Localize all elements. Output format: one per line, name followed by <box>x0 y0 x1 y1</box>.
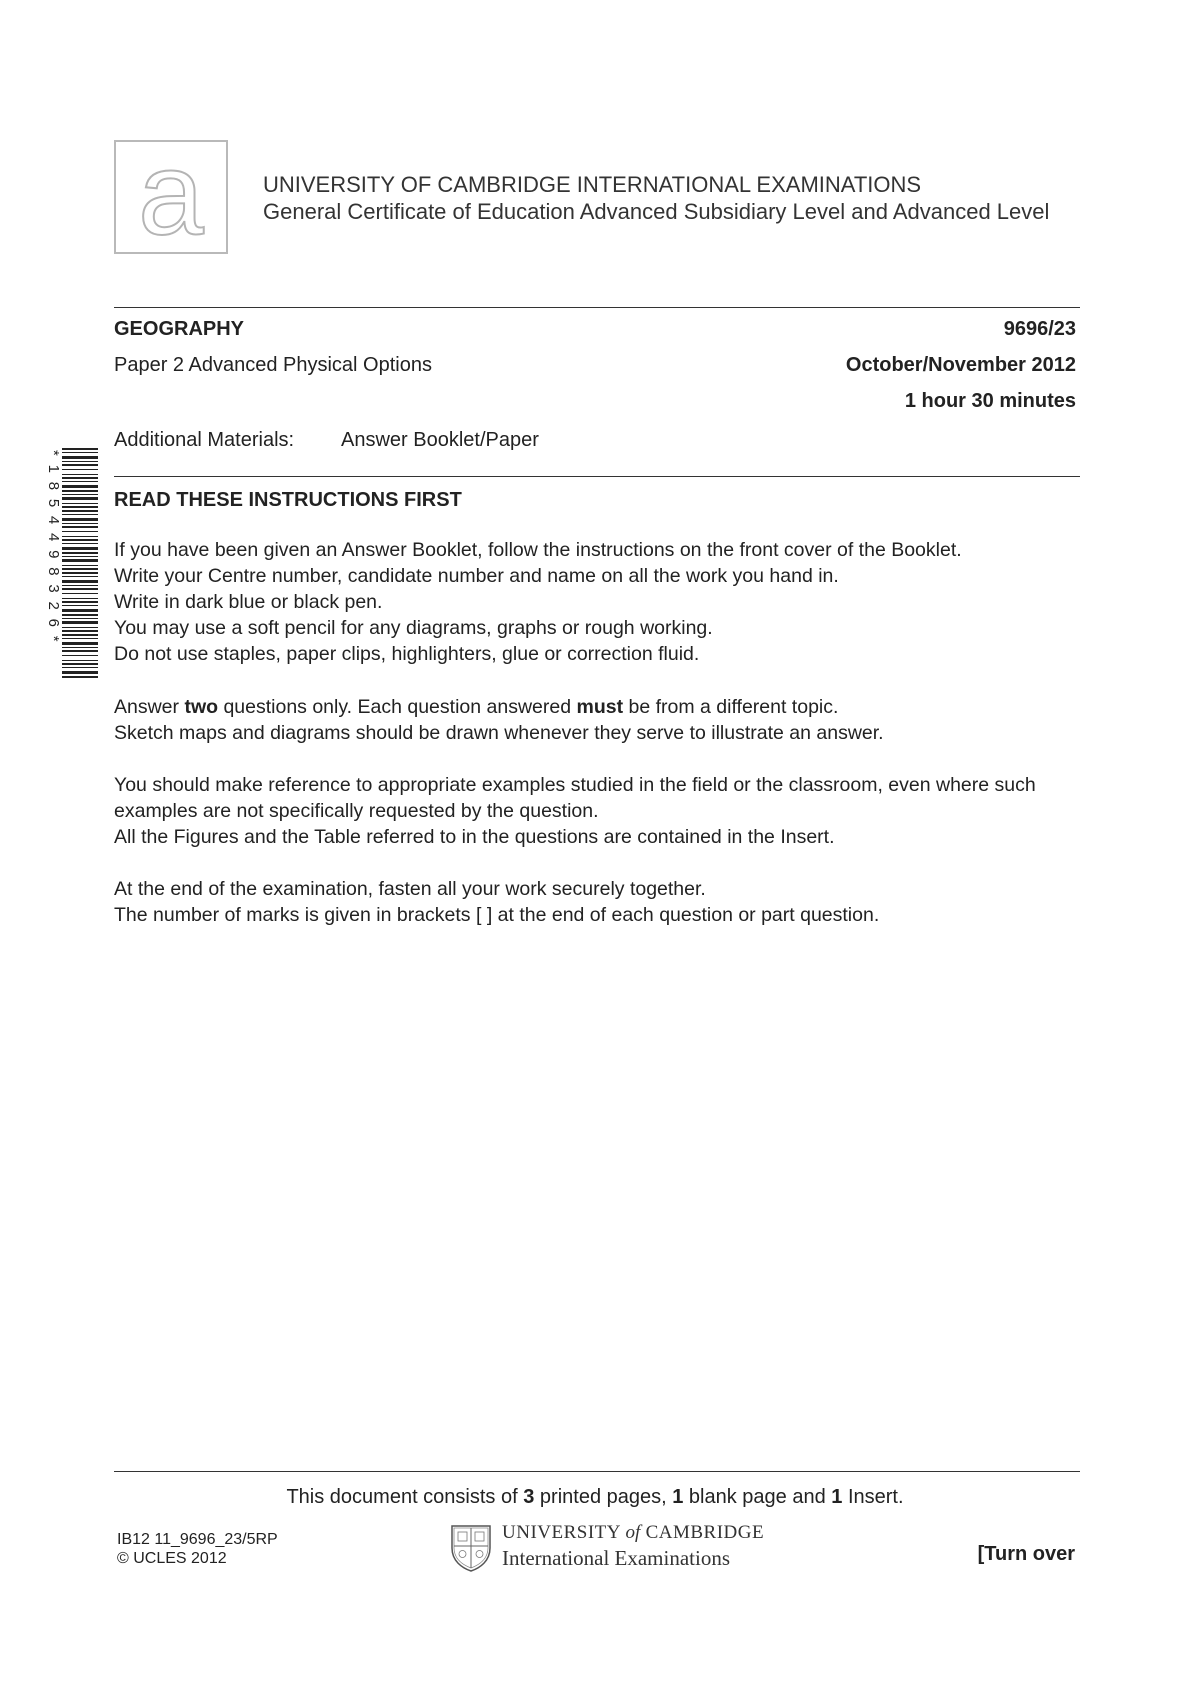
instruction-line: The number of marks is given in brackets [ ] at the end of each question or part question. <box>114 904 880 926</box>
barcode-bar <box>62 634 98 636</box>
barcode-bar <box>62 614 98 616</box>
barcode-bar <box>62 605 98 606</box>
barcode-bar <box>62 547 98 550</box>
instructions-block-1 <box>114 537 1084 667</box>
printed-pages-count: 3 <box>523 1486 535 1508</box>
barcode-bar <box>62 485 98 488</box>
barcode-bar <box>62 552 98 554</box>
barcode-bar <box>62 518 98 521</box>
barcode-bar <box>62 667 98 668</box>
text-run: UNIVERSITY <box>502 1522 621 1543</box>
exam-session: October/November 2012 <box>845 354 1076 376</box>
instruction-line: Write in dark blue or black pen. <box>114 591 383 613</box>
instruction-line: At the end of the examination, fasten all your work securely together. <box>114 878 706 900</box>
text-run: Answer <box>114 696 185 718</box>
instruction-line: You should make reference to appropriate examples studied in the field or the classroom, even where such examples are not specifically requested by the question. <box>114 774 1036 822</box>
footer-reference <box>117 1530 278 1568</box>
barcode-bar <box>62 456 98 459</box>
barcode-bar <box>62 655 98 656</box>
barcode-bar <box>62 568 98 570</box>
document-reference: IB12 11_9696_23/5RP <box>117 1531 278 1548</box>
footer-divider <box>114 1471 1080 1472</box>
barcode-bar <box>62 469 98 470</box>
barcode-bar <box>62 543 98 544</box>
barcode-bar <box>62 609 98 612</box>
barcode-bar <box>62 565 98 566</box>
barcode-bar <box>62 506 98 508</box>
barcode-bar <box>62 461 98 462</box>
instructions-heading: READ THESE INSTRUCTIONS FIRST <box>114 489 462 511</box>
instruction-line <box>114 694 1084 720</box>
text-run: printed pages, <box>534 1486 673 1508</box>
instruction-line: Sketch maps and diagrams should be drawn whenever they serve to illustrate an answer. <box>114 722 884 744</box>
text-run: blank page and <box>683 1486 832 1508</box>
barcode-bar <box>62 627 98 628</box>
turn-over-note: [Turn over <box>977 1543 1075 1565</box>
barcode-bar <box>62 531 98 532</box>
barcode-bar <box>62 572 98 574</box>
text-run: This document consists of <box>286 1486 524 1508</box>
board-logo <box>114 140 228 254</box>
barcode-bar <box>62 642 98 645</box>
cambridge-crest <box>450 1524 492 1572</box>
text-run: be from a different topic. <box>623 696 839 718</box>
barcode-bar <box>62 585 98 586</box>
paper-title: Paper 2 Advanced Physical Options <box>114 354 432 376</box>
barcode-bar <box>62 503 98 504</box>
barcode-bar <box>62 630 98 632</box>
paper-code: 9696/23 <box>1003 318 1076 340</box>
instructions-block-3 <box>114 772 1086 850</box>
instruction-line: You may use a soft pencil for any diagrams, graphs or rough working. <box>114 617 713 639</box>
text-run: questions only. Each question answered <box>218 696 577 718</box>
barcode-icon <box>36 448 100 678</box>
barcode-bar <box>62 559 98 562</box>
barcode-bar <box>62 650 98 652</box>
barcode-bar <box>62 598 98 599</box>
barcode-bar <box>62 676 98 678</box>
subject-name: GEOGRAPHY <box>114 318 245 340</box>
candidate-barcode <box>36 448 100 678</box>
barcode-bar <box>62 490 98 492</box>
barcode-bar <box>62 593 98 594</box>
copyright-notice: © UCLES 2012 <box>117 1550 227 1567</box>
emphasis-must: must <box>576 696 624 718</box>
barcode-bar <box>62 474 98 475</box>
board-title: UNIVERSITY OF CAMBRIDGE INTERNATIONAL EXAMINATIONS <box>263 172 922 197</box>
barcode-bar <box>62 514 98 515</box>
barcode-bar <box>62 580 98 583</box>
barcode-bar <box>62 494 98 495</box>
instruction-line: If you have been given an Answer Booklet, follow the instructions on the front cover of the Booklet. <box>114 539 962 561</box>
barcode-bar <box>62 526 98 528</box>
board-subtitle: General Certificate of Education Advanced Subsidiary Level and Advanced Level <box>263 199 1050 224</box>
barcode-bar <box>62 510 98 512</box>
instruction-line: Write your Centre number, candidate number and name on all the work you hand in. <box>114 565 839 587</box>
logo-letter: a <box>138 142 204 252</box>
text-run: Insert. <box>842 1486 904 1508</box>
exam-duration: 1 hour 30 minutes <box>904 390 1076 412</box>
barcode-bar <box>62 556 98 557</box>
barcode-bar <box>62 588 98 590</box>
barcode-text: * 1 8 5 4 4 9 8 3 2 6 * <box>45 450 62 644</box>
text-run: of <box>625 1522 641 1543</box>
barcode-bar <box>62 477 98 479</box>
insert-count: 1 <box>831 1486 843 1508</box>
materials-label: Additional Materials: <box>114 429 295 451</box>
materials-value: Answer Booklet/Paper <box>341 429 539 451</box>
instruction-line: Do not use staples, paper clips, highlighters, glue or correction fluid. <box>114 643 700 665</box>
barcode-bar <box>62 621 98 624</box>
page-count-note <box>0 1484 1190 1510</box>
barcode-bar <box>62 448 98 450</box>
text-run: CAMBRIDGE <box>645 1522 765 1543</box>
barcode-bar <box>62 660 98 661</box>
barcode-bar <box>62 536 98 537</box>
instructions-block-2 <box>114 694 1084 746</box>
header-divider <box>114 307 1080 308</box>
letter-a-logo-icon <box>116 142 226 252</box>
barcode-bar <box>62 576 98 577</box>
cie-wordmark-line2: International Examinations <box>502 1546 731 1570</box>
barcode-bar <box>62 539 98 541</box>
barcode-bar <box>62 523 98 524</box>
blank-pages-count: 1 <box>672 1486 684 1508</box>
barcode-bar <box>62 647 98 648</box>
instructions-divider <box>114 476 1080 477</box>
barcode-bar <box>62 464 98 466</box>
barcode-bar <box>62 452 98 453</box>
shield-crest-icon <box>450 1524 492 1572</box>
barcode-bar <box>62 638 98 639</box>
cie-wordmark-line1 <box>502 1522 764 1544</box>
instructions-block-4 <box>114 876 1084 928</box>
barcode-bar <box>62 497 98 500</box>
barcode-bar <box>62 663 98 665</box>
instruction-line: All the Figures and the Table referred to in the questions are contained in the Insert. <box>114 826 835 848</box>
barcode-bar <box>62 671 98 674</box>
barcode-bar <box>62 601 98 603</box>
emphasis-two: two <box>184 696 219 718</box>
barcode-bar <box>62 618 98 619</box>
barcode-bar <box>62 481 98 482</box>
